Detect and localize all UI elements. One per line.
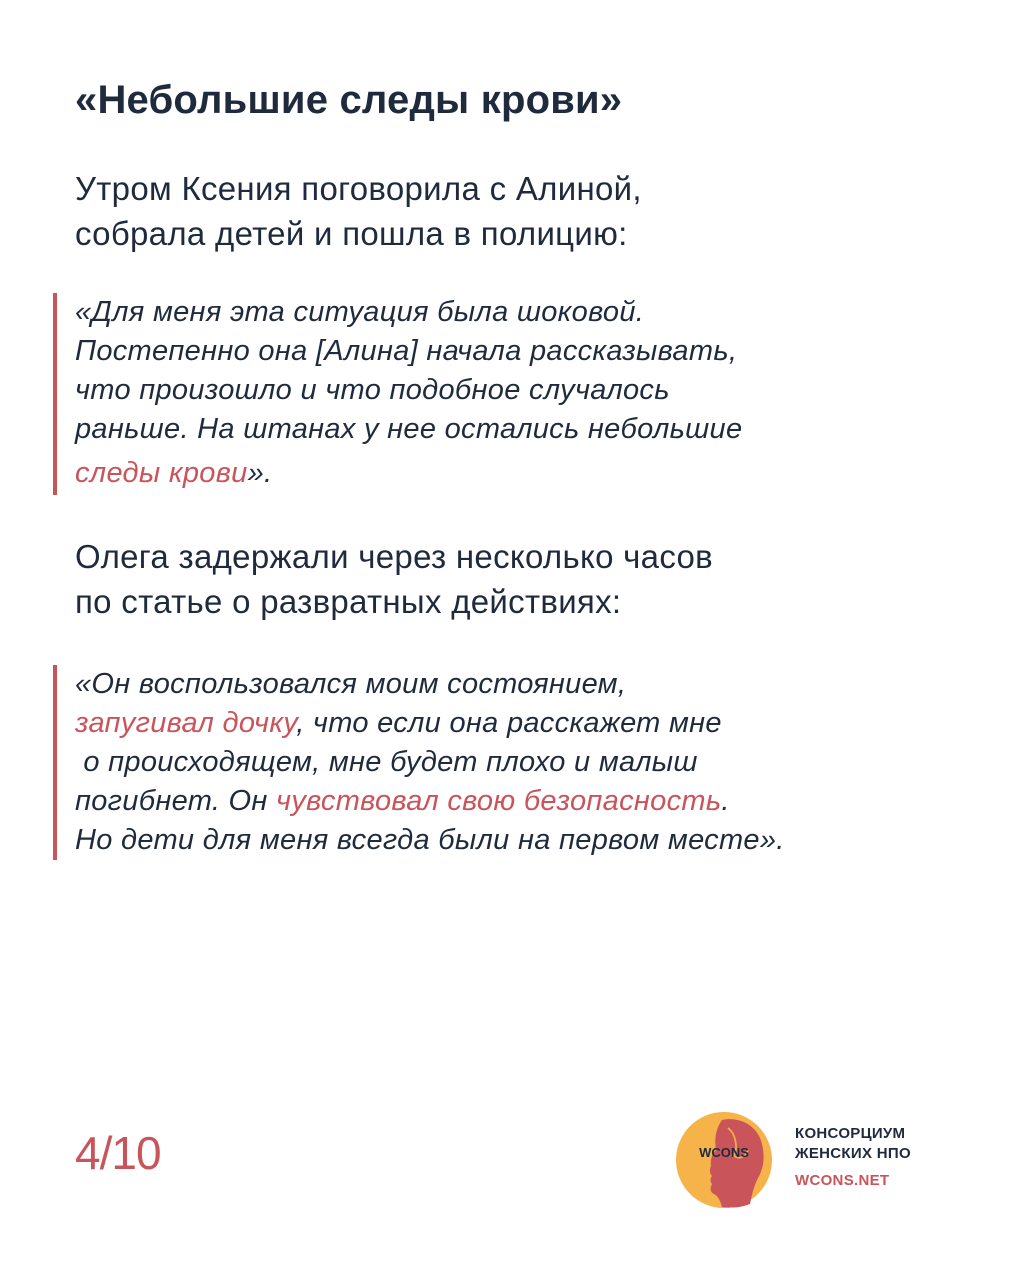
quote-line: раньше. На штанах у нее остались небольшие bbox=[75, 413, 743, 445]
intro-line: собрала детей и пошла в полицию: bbox=[75, 215, 628, 252]
quote-line: Постепенно она [Алина] начала рассказывать, bbox=[75, 335, 738, 367]
arrest-line: Олега задержали через несколько часов bbox=[75, 538, 713, 575]
quote-line: Но дети для меня всегда были на первом месте». bbox=[75, 824, 785, 856]
quote-text: ». bbox=[247, 457, 273, 489]
quote-line bbox=[75, 704, 975, 743]
quote-text: погибнет. Он bbox=[75, 785, 277, 817]
quote-line: «Для меня эта ситуация была шоковой. bbox=[75, 296, 645, 328]
org-site-link[interactable]: WCONS.NET bbox=[795, 1172, 890, 1189]
quote-text: . bbox=[721, 785, 730, 817]
quote-block-2 bbox=[53, 665, 975, 860]
org-name-line: ЖЕНСКИХ НПО bbox=[795, 1145, 911, 1162]
quote-block-1 bbox=[53, 293, 975, 495]
quote-highlight: запугивал дочку bbox=[75, 707, 297, 739]
quote-highlight: чувствовал свою безопасность bbox=[276, 785, 722, 817]
intro-line: Утром Ксения поговорила с Алиной, bbox=[75, 170, 642, 207]
intro-paragraph bbox=[75, 166, 642, 256]
page-indicator: 4/10 bbox=[75, 1127, 161, 1179]
wcons-logo-icon bbox=[676, 1112, 772, 1208]
quote-line: «Он воспользовался моим состоянием, bbox=[75, 668, 627, 700]
logo-text: WCONS bbox=[699, 1145, 749, 1160]
arrest-line: по статье о развратных действиях: bbox=[75, 583, 622, 620]
quote-line: что произошло и что подобное случалось bbox=[75, 374, 670, 406]
quote-text: , что если она расскажет мне bbox=[296, 707, 722, 739]
quote-line bbox=[75, 454, 975, 493]
org-name-block bbox=[795, 1124, 911, 1191]
quote-line bbox=[75, 782, 975, 821]
quote-line: о происходящем, мне будет плохо и малыш bbox=[75, 746, 698, 778]
org-name-line: КОНСОРЦИУМ bbox=[795, 1125, 906, 1142]
page-title: «Небольшие следы крови» bbox=[75, 78, 623, 122]
quote-highlight: следы крови bbox=[75, 457, 248, 489]
arrest-paragraph bbox=[75, 534, 713, 624]
